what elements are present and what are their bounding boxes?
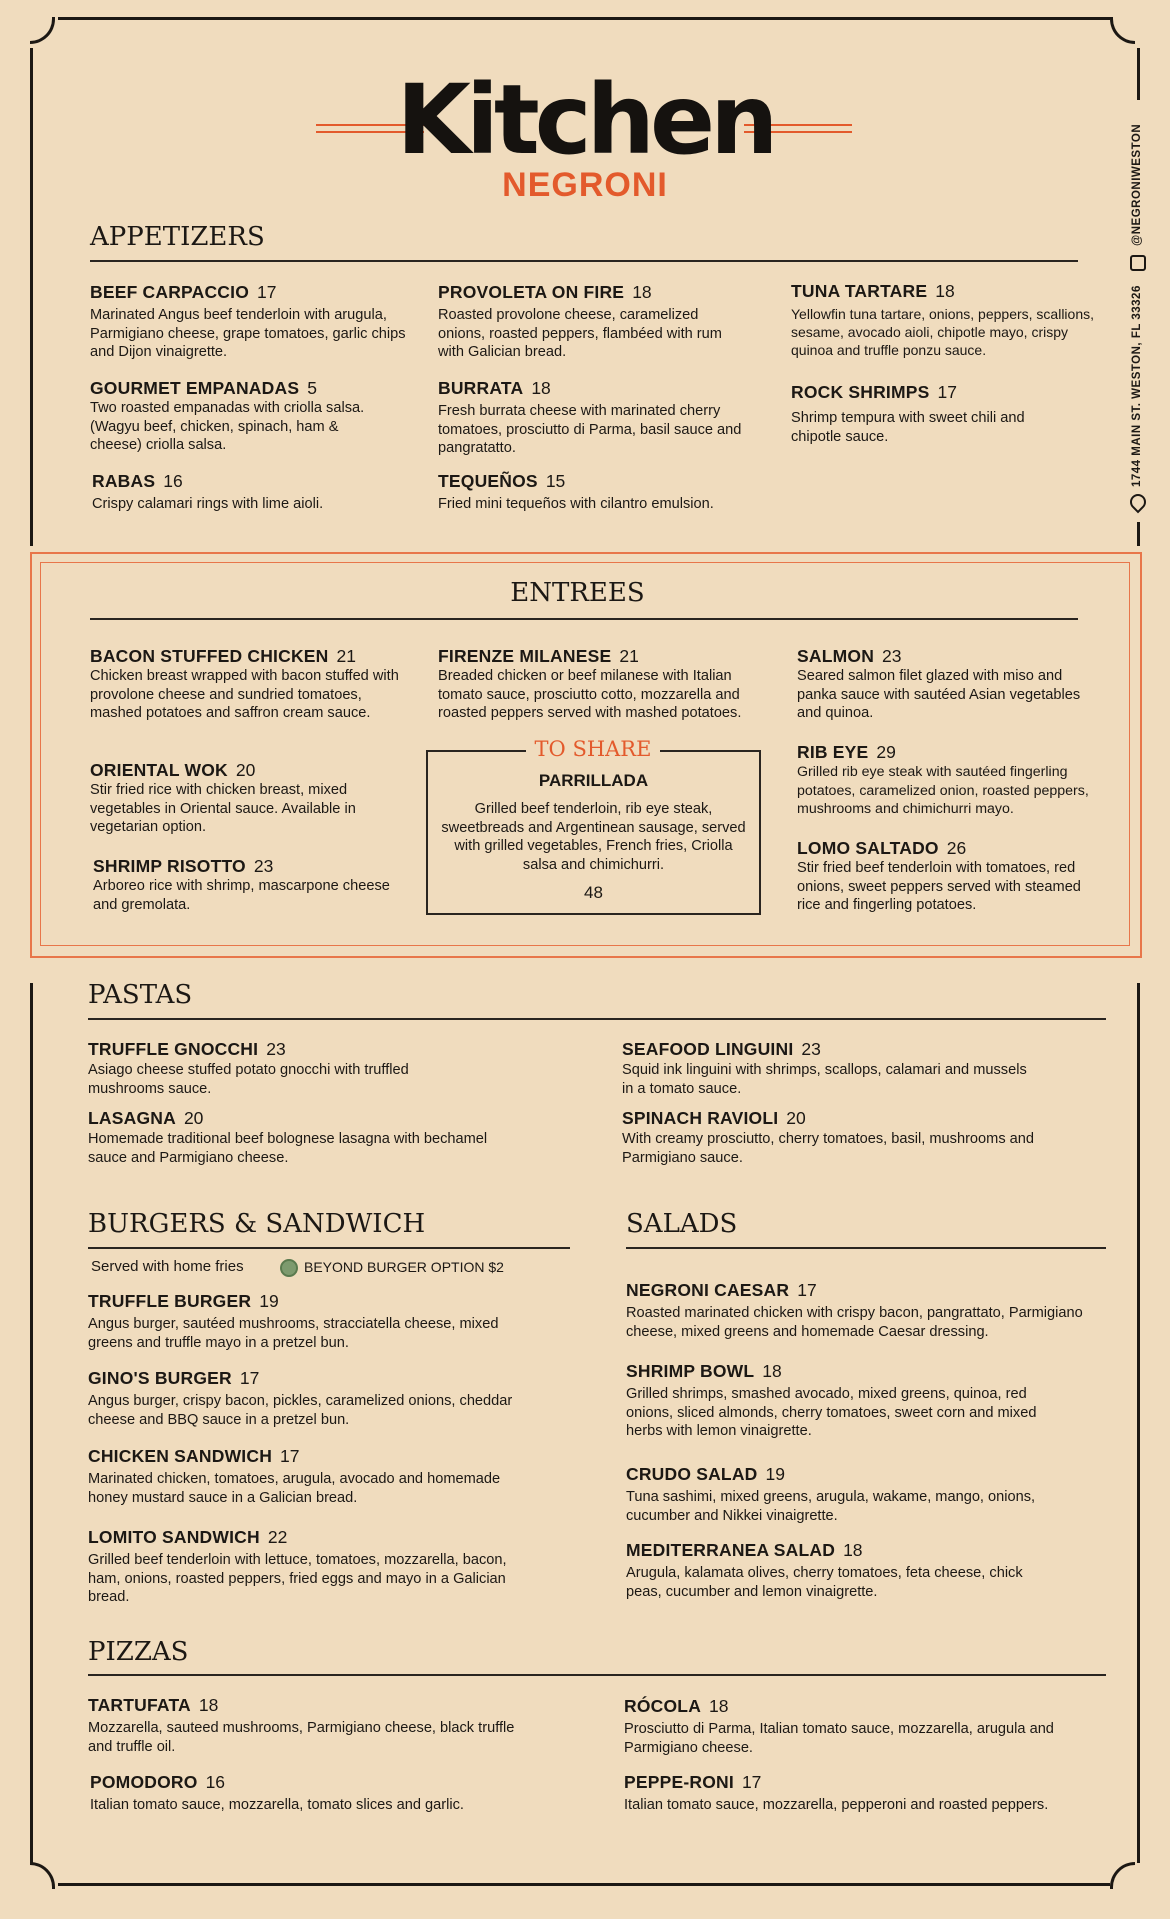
item-price: 16 — [205, 1772, 226, 1792]
menu-item — [92, 471, 412, 514]
address-text: 1744 MAIN ST. WESTON, FL 33326 — [1131, 285, 1143, 487]
item-price: 22 — [267, 1527, 288, 1547]
item-desc: Asiago cheese stuffed potato gnocchi with truffled mushrooms sauce. — [88, 1062, 409, 1097]
item-price: 23 — [882, 646, 902, 666]
item-desc: With creamy prosciutto, cherry tomatoes, basil, mushrooms and Parmigiano sauce. — [622, 1131, 1035, 1166]
item-price: 17 — [257, 282, 277, 302]
menu-item — [624, 1696, 1064, 1757]
frame-corner-tr — [1110, 17, 1135, 44]
menu-item — [626, 1280, 1116, 1341]
menu-item — [791, 382, 1071, 446]
served-note: Served with home fries — [91, 1258, 244, 1275]
menu-item — [438, 471, 778, 514]
item-price: 18 — [531, 378, 551, 398]
item-name: CHICKEN SANDWICH — [88, 1446, 273, 1466]
item-desc: Homemade traditional beef bolognese lasagna with bechamel sauce and Parmigiano cheese. — [88, 1131, 488, 1166]
share-item-desc: Grilled beef tenderloin, rib eye steak, sweetbreads and Argentinean sausage, served with grilled vegetables, French fries, Criolla salsa and chimichurri. — [441, 801, 746, 873]
item-desc: Italian tomato sauce, mozzarella, pepperoni and roasted peppers. — [624, 1797, 1049, 1813]
item-desc: Shrimp tempura with sweet chili and chipotle sauce. — [791, 410, 1025, 445]
item-name: GOURMET EMPANADAS — [90, 378, 300, 398]
frame-corner-bl — [30, 1862, 55, 1889]
menu-item — [438, 282, 748, 362]
item-price: 26 — [946, 838, 967, 858]
item-price: 17 — [937, 382, 957, 402]
menu-item — [622, 1108, 1042, 1167]
menu-item — [797, 742, 1107, 819]
pastas-rule — [88, 1018, 1106, 1020]
item-name: RÓCOLA — [624, 1696, 702, 1716]
item-price: 23 — [266, 1039, 286, 1059]
menu-item — [622, 1039, 1042, 1098]
item-desc: Roasted provolone cheese, caramelized onions, roasted peppers, flambéed with rum with Galician bread. — [438, 307, 722, 360]
item-desc: Crispy calamari rings with lime aioli. — [92, 496, 324, 512]
item-desc: Stir fried rice with chicken breast, mixed vegetables in Oriental sauce. Available in vegetarian option. — [90, 782, 356, 835]
entrees-heading: ENTREES — [510, 578, 645, 608]
pizzas-rule — [88, 1674, 1106, 1676]
frame-left-bottom — [30, 983, 33, 1863]
item-desc: Chicken breast wrapped with bacon stuffed with provolone cheese and sundried tomatoes, mashed potatoes and saffron cream sauce. — [90, 668, 399, 721]
item-desc: Marinated Angus beef tenderloin with arugula, Parmigiano cheese, grape tomatoes, garlic chips and Dijon vinaigrette. — [90, 307, 406, 360]
menu-item — [90, 646, 410, 723]
item-desc: Arboreo rice with shrimp, mascarpone cheese and gremolata. — [93, 878, 390, 913]
restaurant-subtitle: NEGRONI — [502, 166, 668, 204]
item-name: SHRIMP RISOTTO — [93, 856, 246, 876]
menu-item — [797, 646, 1087, 723]
item-price: 20 — [235, 760, 256, 780]
item-name: BACON STUFFED CHICKEN — [90, 646, 329, 666]
item-desc: Grilled beef tenderloin with lettuce, tomatoes, mozzarella, bacon, ham, onions, roasted peppers, fried eggs and mayo in a Galician bread. — [88, 1552, 507, 1605]
frame-top — [58, 17, 1110, 20]
item-desc: Seared salmon filet glazed with miso and panka sauce with sautéed Asian vegetables and quinoa. — [797, 668, 1081, 721]
menu-item — [88, 1527, 538, 1607]
item-desc: Fresh burrata cheese with marinated cherry tomatoes, prosciutto di Parma, basil sauce and pangratatto. — [438, 403, 742, 456]
vegan-leaf-icon — [280, 1259, 298, 1277]
salads-heading: SALADS — [626, 1209, 738, 1239]
item-price: 17 — [280, 1446, 300, 1466]
entrees-rule — [90, 618, 1078, 620]
item-price: 15 — [545, 471, 566, 491]
item-price: 18 — [935, 281, 955, 301]
menu-item — [90, 1772, 550, 1815]
item-name: PEPPE-RONI — [624, 1772, 734, 1792]
menu-item — [88, 1695, 528, 1756]
restaurant-title: Kitchen — [396, 64, 774, 176]
item-price: 19 — [765, 1464, 785, 1484]
salads-rule — [626, 1247, 1106, 1249]
frame-bottom — [58, 1883, 1110, 1886]
instagram-icon — [1130, 255, 1146, 271]
menu-item — [626, 1540, 1056, 1601]
item-name: TRUFFLE GNOCCHI — [88, 1039, 259, 1059]
menu-item — [88, 1039, 488, 1098]
item-price: 5 — [307, 378, 317, 398]
item-name: SEAFOOD LINGUINI — [622, 1039, 794, 1059]
frame-right-bottom — [1137, 983, 1140, 1863]
share-item-name: PARRILLADA — [538, 771, 649, 790]
beyond-option-label: BEYOND BURGER OPTION $2 — [304, 1259, 504, 1275]
menu-item — [797, 838, 1097, 915]
item-desc: Tuna sashimi, mixed greens, arugula, wakame, mango, onions, cucumber and Nikkei vinaigrette. — [626, 1489, 1036, 1524]
item-desc: Roasted marinated chicken with crispy bacon, pangrattato, Parmigiano cheese, mixed greens and homemade Caesar dressing. — [626, 1305, 1083, 1340]
item-name: TEQUEÑOS — [438, 471, 538, 491]
menu-item — [90, 282, 420, 362]
item-name: LASAGNA — [88, 1108, 176, 1128]
item-name: RABAS — [92, 471, 156, 491]
item-desc: Grilled rib eye steak with sautéed fingerling potatoes, caramelized onion, roasted peppers, mushrooms and chimichurri mayo. — [797, 764, 1089, 817]
item-price: 19 — [259, 1291, 279, 1311]
item-price: 17 — [239, 1368, 260, 1388]
item-price: 18 — [198, 1695, 219, 1715]
item-desc: Angus burger, crispy bacon, pickles, caramelized onions, cheddar cheese and BBQ sauce in a pretzel bun. — [88, 1393, 513, 1428]
menu-item — [90, 760, 400, 837]
item-name: BEEF CARPACCIO — [90, 282, 250, 302]
menu-item — [88, 1291, 518, 1352]
menu-item — [626, 1361, 1076, 1441]
menu-item — [626, 1464, 1046, 1525]
item-price: 20 — [183, 1108, 204, 1128]
item-desc: Angus burger, sautéed mushrooms, stracciatella cheese, mixed greens and truffle mayo in a pretzel bun. — [88, 1316, 499, 1351]
item-name: GINO'S BURGER — [88, 1368, 232, 1388]
item-name: SPINACH RAVIOLI — [622, 1108, 779, 1128]
instagram-handle: @NEGRONIWESTON — [1131, 123, 1143, 246]
item-name: MEDITERRANEA SALAD — [626, 1540, 836, 1560]
item-desc: Arugula, kalamata olives, cherry tomatoes, feta cheese, chick peas, cucumber and lemon vinaigrette. — [626, 1565, 1023, 1600]
item-price: 18 — [632, 282, 652, 302]
item-name: SALMON — [797, 646, 875, 666]
item-price: 20 — [786, 1108, 806, 1128]
item-price: 23 — [801, 1039, 821, 1059]
menu-item — [438, 378, 748, 458]
item-desc: Grilled shrimps, smashed avocado, mixed greens, quinoa, red onions, sliced almonds, cherry tomatoes, sweet corn and mixed herbs with lemon vinaigrette. — [626, 1386, 1037, 1439]
frame-corner-br — [1110, 1862, 1135, 1889]
item-price: 18 — [709, 1696, 729, 1716]
item-name: TRUFFLE BURGER — [88, 1291, 252, 1311]
item-name: BURRATA — [438, 378, 524, 398]
item-price: 29 — [876, 742, 896, 762]
item-price: 23 — [253, 856, 274, 876]
item-name: RIB EYE — [797, 742, 869, 762]
menu-item — [624, 1772, 1104, 1815]
item-name: LOMO SALTADO — [797, 838, 939, 858]
item-name: ORIENTAL WOK — [90, 760, 228, 780]
item-desc: Fried mini tequeños with cilantro emulsion. — [438, 496, 714, 512]
beyond-option — [280, 1259, 504, 1277]
item-name: POMODORO — [90, 1772, 198, 1792]
menu-item — [791, 281, 1101, 359]
item-desc: Prosciutto di Parma, Italian tomato sauce, mozzarella, arugula and Parmigiano cheese. — [624, 1721, 1054, 1756]
pizzas-heading: PIZZAS — [88, 1637, 189, 1667]
item-price: 17 — [797, 1280, 817, 1300]
appetizers-rule — [90, 260, 1078, 262]
item-price: 21 — [619, 646, 639, 666]
item-name: LOMITO SANDWICH — [88, 1527, 260, 1547]
frame-corner-tl — [30, 17, 55, 44]
item-desc: Squid ink linguini with shrimps, scallops, calamari and mussels in a tomato sauce. — [622, 1062, 1027, 1097]
location-pin-icon — [1127, 491, 1150, 514]
item-price: 16 — [163, 471, 183, 491]
pastas-heading: PASTAS — [88, 980, 193, 1010]
item-desc: Marinated chicken, tomatoes, arugula, avocado and homemade honey mustard sauce in a Galician bread. — [88, 1471, 501, 1506]
item-price: 21 — [336, 646, 356, 666]
item-desc: Italian tomato sauce, mozzarella, tomato slices and garlic. — [90, 1797, 464, 1813]
share-label: TO SHARE — [526, 737, 660, 761]
menu-item — [90, 378, 390, 455]
item-price: 18 — [762, 1361, 782, 1381]
item-name: TARTUFATA — [88, 1695, 191, 1715]
item-name: TUNA TARTARE — [791, 281, 928, 301]
item-price: 17 — [741, 1772, 762, 1792]
menu-item — [438, 646, 768, 723]
item-price: 18 — [843, 1540, 863, 1560]
menu-item — [88, 1108, 488, 1167]
item-desc: Stir fried beef tenderloin with tomatoes, red onions, sweet peppers served with steamed rice and fingerling potatoes. — [797, 860, 1081, 913]
item-name: SHRIMP BOWL — [626, 1361, 755, 1381]
item-desc: Yellowfin tuna tartare, onions, peppers, scallions, sesame, avocado aioli, chipotle mayo, crispy quinoa and truffle ponzu sauce. — [791, 306, 1094, 358]
item-name: CRUDO SALAD — [626, 1464, 758, 1484]
menu-item — [88, 1368, 518, 1429]
frame-right-mid — [1137, 522, 1140, 546]
item-name: FIRENZE MILANESE — [438, 646, 612, 666]
burgers-rule — [88, 1247, 570, 1249]
item-name: NEGRONI CAESAR — [626, 1280, 790, 1300]
item-desc: Breaded chicken or beef milanese with Italian tomato sauce, prosciutto cotto, mozzarella and roasted peppers served with mashed potatoes. — [438, 668, 742, 721]
item-name: ROCK SHRIMPS — [791, 382, 930, 402]
menu-item — [88, 1446, 518, 1507]
menu-item — [93, 856, 393, 914]
item-name: PROVOLETA ON FIRE — [438, 282, 625, 302]
appetizers-heading: APPETIZERS — [90, 222, 265, 252]
share-item-price: 48 — [584, 883, 603, 902]
item-desc: Mozzarella, sauteed mushrooms, Parmigiano cheese, black truffle and truffle oil. — [88, 1720, 515, 1755]
burgers-heading: BURGERS & SANDWICH — [88, 1209, 426, 1239]
item-desc: Two roasted empanadas with criolla salsa. (Wagyu beef, chicken, spinach, ham & cheese) criolla salsa. — [90, 400, 365, 453]
